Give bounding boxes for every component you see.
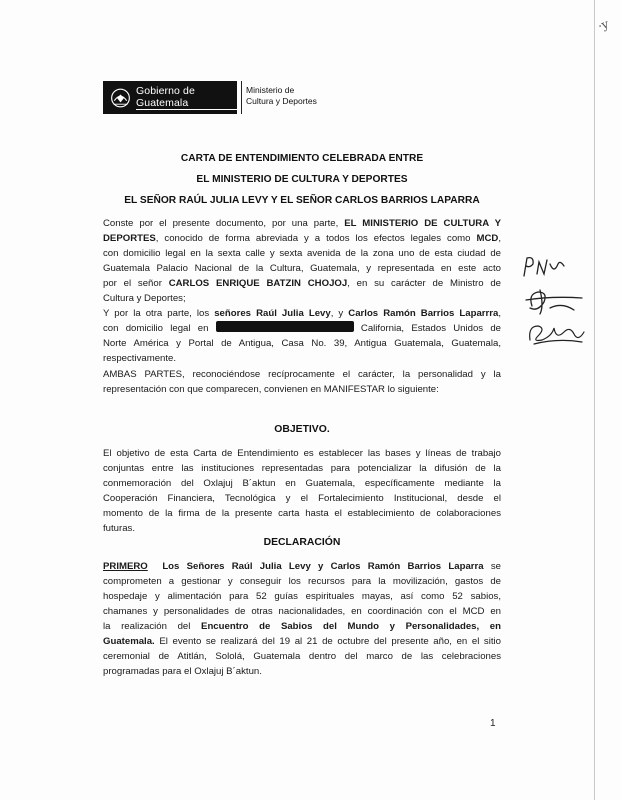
paragraph-parties-1 <box>103 216 501 306</box>
text: , en su carácter de Ministro de <box>347 278 501 289</box>
title-line-2: EL MINISTERIO DE CULTURA Y DEPORTES <box>196 174 408 185</box>
party-name-2: Carlos Ramón Barrios Laparrra <box>348 308 499 319</box>
signature-2 <box>522 286 592 318</box>
text: AMBAS PARTES, reconociéndose recíprocamente el carácter, la personalidad y la <box>103 369 501 380</box>
objetivo-paragraph <box>103 446 501 536</box>
text: Conste por el presente documento, por una parte, <box>103 218 345 229</box>
coat-of-arms-icon <box>109 85 132 111</box>
text: , conocido de forma abreviada y a todos los efectos legales como <box>155 233 477 244</box>
page-edge-line <box>594 0 595 800</box>
event-name: Encuentro de Sabios del Mundo y Personalidades, en <box>201 621 501 632</box>
header-divider <box>241 81 242 114</box>
text: Guatemala Palacio Nacional de la Cultura, Guatemala, y representada en este acto <box>103 263 501 274</box>
government-logo <box>103 81 237 114</box>
party-names: Los Señores Raúl Julia Levy y Carlos Ramón Barrios Laparra <box>162 561 484 572</box>
mcd-abbr: MCD <box>476 233 499 244</box>
paragraph-manifest <box>103 367 501 397</box>
initials-signature-1 <box>520 252 570 282</box>
text: por el señor <box>103 278 169 289</box>
text: chamanes y personalidades de otras nacionalidades, en coordinación con el MCD en <box>103 606 501 617</box>
text: se <box>483 561 501 572</box>
declaracion-paragraph <box>103 559 501 679</box>
text: conmemoración del Oxlajuj B´aktun en Guatemala, específicamente mediante la <box>103 478 501 489</box>
text: conjuntas entre las instituciones representadas para potencializar la difusión de la <box>103 463 501 474</box>
title-line-1: CARTA DE ENTENDIMIENTO CELEBRADA ENTRE <box>180 153 424 164</box>
ministry-name <box>246 85 317 107</box>
minister-name: CARLOS ENRIQUE BATZIN CHOJOJ <box>168 278 348 289</box>
text: futuras. <box>103 523 135 534</box>
page-number: 1 <box>490 718 496 729</box>
text: la realización del <box>103 621 202 632</box>
text: , y <box>330 308 349 319</box>
text: El objetivo de esta Carta de Entendimiento es establecer las bases y líneas de trabajo <box>103 448 501 459</box>
text: Cooperación Financiera, Tecnológica y el Fortalecimiento Institucional, desde el <box>103 493 501 504</box>
logo-text: Gobierno de Guatemala <box>136 85 237 110</box>
text: Norte América y Portal de Antigua, Casa No. 39, Antigua Guatemala, Guatemala, <box>103 338 501 349</box>
text: con domicilio legal en la sexta calle y sexta avenida de la zona uno de esta ciudad de <box>103 248 501 259</box>
text: respectivamente. <box>103 353 177 364</box>
text: Cultura y Deportes; <box>103 293 186 304</box>
text: Y por la otra parte, los <box>103 308 215 319</box>
objetivo-heading: OBJETIVO. <box>274 424 330 435</box>
ministry-name-bold: DEPORTES <box>103 233 156 244</box>
text: California, Estados Unidos de <box>353 323 501 334</box>
text: comprometen a gestionar y conseguir los recursos para la movilización, gastos de <box>103 576 501 587</box>
corner-handwritten-mark: ·y <box>596 16 612 34</box>
primero-label: PRIMERO <box>103 561 148 572</box>
text: momento de la firma de la presente carta hasta el establecimiento de colaboraciones <box>103 508 501 519</box>
text: , <box>498 308 502 319</box>
declaracion-heading: DECLARACIÓN <box>263 537 341 548</box>
party-name-1: señores Raúl Julia Levy <box>214 308 331 319</box>
redacted-address <box>216 321 354 332</box>
text: programadas para el Oxlajuj B´aktun. <box>103 666 262 677</box>
ministry-name-bold: EL MINISTERIO DE CULTURA Y <box>344 218 501 229</box>
ministry-line-1: Ministerio de <box>246 85 295 95</box>
text: El evento se realizará del 19 al 21 de octubre del presente año, en el sitio <box>154 636 501 647</box>
text: , <box>498 233 501 244</box>
text: hospedaje y alimentación para 52 guías espirituales mayas, así como 52 sabios, <box>103 591 501 602</box>
text: con domicilio legal en <box>103 323 216 334</box>
event-name: Guatemala. <box>103 636 155 647</box>
text: representación con que comparecen, convienen en MANIFESTAR lo siguiente: <box>103 384 439 395</box>
title-line-3: EL SEÑOR RAÚL JULIA LEVY Y EL SEÑOR CARLOS BARRIOS LAPARRA <box>124 195 480 206</box>
signature-3 <box>524 318 588 348</box>
paragraph-parties-2 <box>103 306 501 366</box>
text: ceremonial de Atitlán, Sololá, Guatemala dentro del marco de las celebraciones <box>103 651 501 662</box>
ministry-line-2: Cultura y Deportes <box>246 96 317 106</box>
